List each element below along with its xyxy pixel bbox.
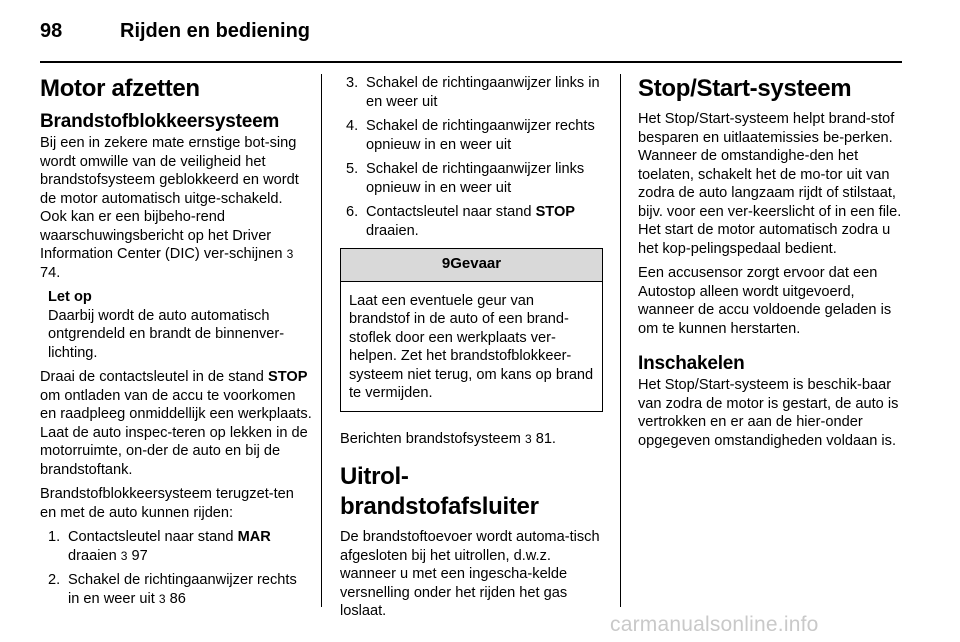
note-text: Daarbij wordt de auto automatisch ontgrendeld en brandt de binnenver-lichting. bbox=[48, 307, 285, 361]
warning-text: Laat een eventuele geur van brandstof in de auto of een brand-stoflek door een werkplaats ver-helpen. Zet het brandstofblokkeer-systeem niet terug, om kans op brand te vermijden. bbox=[349, 292, 594, 401]
steps-list bbox=[40, 528, 312, 608]
paragraph-inschakelen: Het Stop/Start-systeem is beschik-baar van zodra de motor is gestart, de auto is vertrokken en er aan de hier-onder opgegeven omstandigheden voldaan is. bbox=[638, 377, 899, 449]
chapter-title: Rijden en bediening bbox=[120, 20, 311, 42]
watermark: carmanualsonline.info bbox=[610, 613, 819, 636]
steps-list-continued bbox=[340, 74, 603, 240]
warning-box bbox=[340, 248, 603, 412]
paragraph-uitrol: De brandstoftoevoer wordt automa-tisch afgesloten bij het uitrollen, d.w.z. wanneer u met een ingescha-kelde versnelling onder het rijden het gas loslaat. bbox=[340, 529, 600, 619]
paragraph-accusensor: Een accusensor zorgt ervoor dat een Autostop alleen wordt uitgevoerd, wanneer de accu voldoende geladen is om te kunnen herstarten. bbox=[638, 265, 892, 337]
note-box bbox=[48, 288, 312, 362]
column-3 bbox=[638, 74, 902, 456]
warning-triangle-icon: 9 bbox=[441, 255, 451, 272]
paragraph-botsing: Bij een in zekere mate ernstige bot-sing wordt omwille van de veiligheid het brandstofsysteem geblokkeerd en wordt de motor automatisch uitge-schakeld. Ook kan er een bijbeho-rend waarschuwingsbericht op het Driver Information Center (DIC) ver-schijnen 3 74. bbox=[40, 135, 299, 281]
list-item: 1. Contactsleutel naar stand MAR draaien 3 97 bbox=[48, 529, 271, 564]
ref-arrow-icon: 3 bbox=[158, 591, 166, 606]
page-number: 98 bbox=[40, 20, 63, 42]
section-title-uitrol: Uitrol-brandstofafsluiter bbox=[340, 463, 539, 520]
subsection-title-inschakelen: Inschakelen bbox=[638, 353, 745, 374]
page-ref-link[interactable]: 97 bbox=[131, 547, 148, 564]
list-item: 3. Schakel de richtingaanwijzer links in en weer uit bbox=[346, 75, 600, 110]
column-divider bbox=[620, 74, 621, 607]
key-position-stop: STOP bbox=[267, 369, 308, 385]
list-item: 5. Schakel de richtingaanwijzer links opnieuw in en weer uit bbox=[346, 161, 585, 196]
section-title-stop-start: Stop/Start-systeem bbox=[638, 75, 852, 102]
note-title: Let op bbox=[48, 289, 92, 305]
list-item: 2. Schakel de richtingaanwijzer rechts in en weer uit 3 86 bbox=[48, 572, 297, 607]
column-divider bbox=[321, 74, 322, 607]
section-title-motor-afzetten: Motor afzetten bbox=[40, 75, 200, 102]
paragraph-berichten: Berichten brandstofsysteem 3 81. bbox=[340, 430, 556, 447]
ref-arrow-icon: 3 bbox=[120, 548, 128, 563]
subsection-title-brandstofblokkeersysteem: Brandstofblokkeersysteem bbox=[40, 111, 280, 132]
key-position-mar: MAR bbox=[237, 529, 271, 545]
page-ref-link[interactable]: 86 bbox=[169, 590, 186, 607]
column-2 bbox=[340, 74, 603, 627]
paragraph-contactsleutel: Draai de contactsleutel in de stand STOP om ontladen van de accu te voorkomen en raadpleeg onmiddellijk een werkplaats. Laat de auto inspec-teren op lekken in de motorruimte, on-der de auto en bij de brandstoftank. bbox=[40, 369, 312, 478]
paragraph-terugzetten: Brandstofblokkeersysteem terugzet-ten en met de auto kunnen rijden: bbox=[40, 486, 294, 521]
header-rule bbox=[40, 61, 902, 63]
column-1 bbox=[40, 74, 312, 614]
page-ref-link[interactable]: 74. bbox=[40, 264, 61, 281]
list-item: 6. Contactsleutel naar stand STOP draaien. bbox=[346, 204, 576, 239]
warning-header bbox=[341, 249, 602, 282]
paragraph-stop-start-intro: Het Stop/Start-systeem helpt brand-stof besparen en uitlaatemissies be-perken. Wanneer de omstandighe-den het toelaten, schakelt het de mo-tor uit van zodra de auto langzaam rijdt of stilstaat, bijv. voor een ver-keerslicht of in een file. Het start de motor automatisch zodra u het kop-pelingspedaal bedient. bbox=[638, 111, 902, 257]
list-item: 4. Schakel de richtingaanwijzer rechts opnieuw in en weer uit bbox=[346, 118, 595, 153]
key-position-stop: STOP bbox=[535, 204, 576, 220]
ref-arrow-icon: 3 bbox=[524, 431, 532, 446]
page-header bbox=[40, 12, 902, 52]
ref-arrow-icon: 3 bbox=[286, 247, 294, 261]
page-ref-link[interactable]: 81. bbox=[535, 430, 556, 447]
warning-title: Gevaar bbox=[450, 255, 502, 272]
